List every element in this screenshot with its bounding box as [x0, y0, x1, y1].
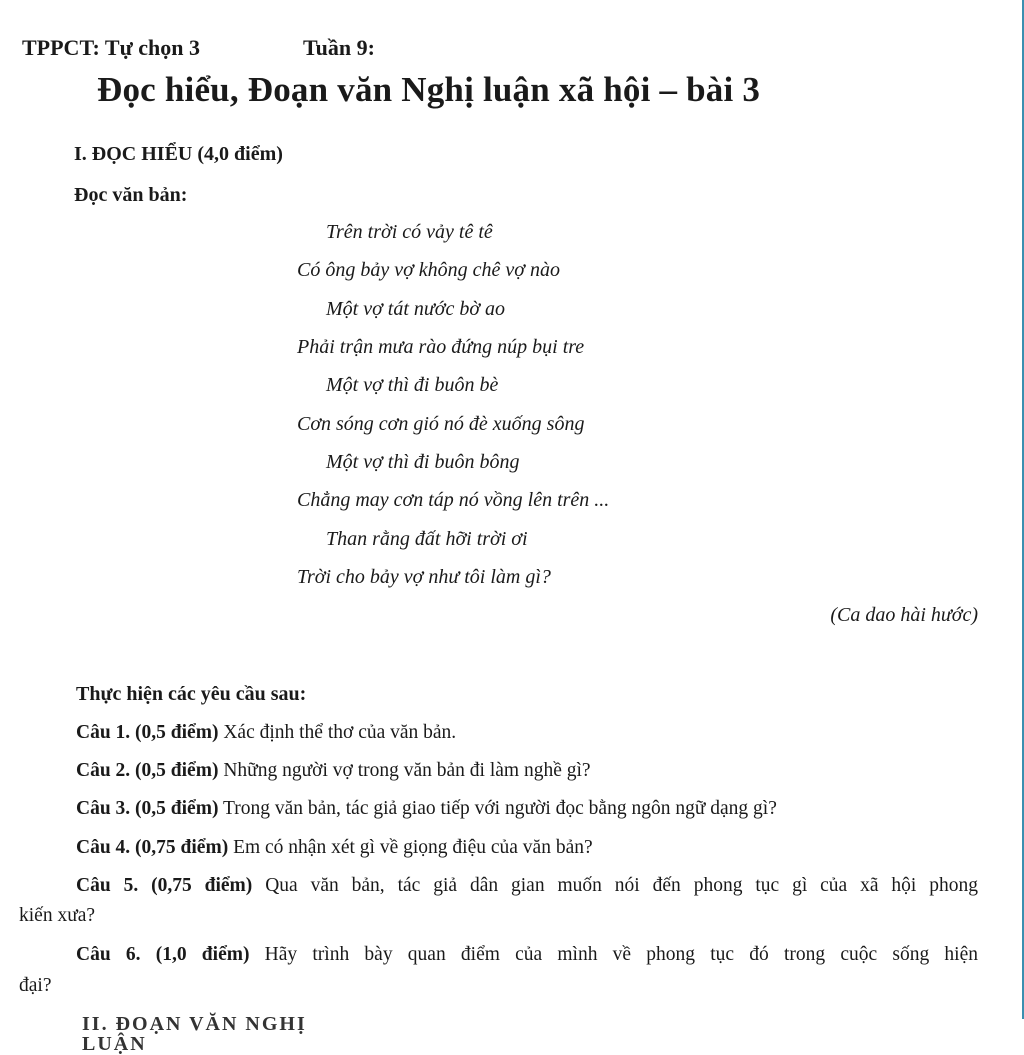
question-label: Câu 6. (1,0 điểm) [76, 944, 250, 965]
question-6 [76, 944, 978, 966]
question-text: Em có nhận xét gì về giọng điệu của văn bản? [228, 837, 593, 858]
question-label: Câu 3. (0,5 điểm) [76, 798, 219, 819]
header-week: Tuần 9: [303, 35, 375, 60]
poem-source: (Ca dao hài hước) [830, 604, 978, 626]
question-text: Những người vợ trong văn bản đi làm nghề gì? [218, 760, 591, 781]
poem-line: Than rằng đất hỡi trời ơi [326, 528, 528, 550]
question-text: Hãy trình bày quan điểm của mình về phong tục đó trong cuộc sống hiện [249, 944, 979, 965]
poem-line: Cơn sóng cơn gió nó đè xuống sông [297, 413, 585, 435]
page-title: Đọc hiểu, Đoạn văn Nghị luận xã hội – bài 3 [97, 70, 761, 109]
header-program: TPPCT: Tự chọn 3 [22, 35, 201, 60]
read-text-label: Đọc văn bản: [74, 184, 188, 206]
question-2 [76, 760, 591, 782]
section-heading-reading: I. ĐỌC HIỂU (4,0 điểm) [74, 143, 283, 165]
question-text: Trong văn bản, tác giả giao tiếp với người đọc bằng ngôn ngữ dạng gì? [218, 798, 777, 819]
question-text: Xác định thể thơ của văn bản. [218, 722, 457, 743]
poem-line: Một vợ tát nước bờ ao [326, 298, 506, 320]
question-label: Câu 1. (0,5 điểm) [76, 722, 219, 743]
question-4 [76, 837, 593, 859]
cut-off-section-heading [82, 1012, 322, 1055]
question-1 [76, 722, 456, 744]
poem-line: Một vợ thì đi buôn bè [326, 374, 499, 396]
poem-line: Trên trời có vảy tê tê [326, 221, 493, 243]
question-5-continued: kiến xưa? [19, 905, 96, 926]
question-6-continued: đại? [19, 975, 52, 996]
cut-off-text: II. ĐOẠN VĂN NGHỊ LUẬN [82, 1013, 307, 1055]
tasks-heading: Thực hiện các yêu cầu sau: [76, 683, 307, 705]
question-label: Câu 4. (0,75 điểm) [76, 837, 229, 858]
poem-line: Phải trận mưa rào đứng núp bụi tre [297, 336, 585, 358]
question-text: Qua văn bản, tác giả dân gian muốn nói đến phong tục gì của xã hội phong [252, 875, 978, 896]
question-5 [76, 875, 978, 897]
question-3 [76, 798, 777, 820]
poem-line: Chẳng may cơn táp nó vồng lên trên ... [297, 489, 610, 511]
poem-line: Một vợ thì đi buôn bông [326, 451, 520, 473]
question-label: Câu 5. (0,75 điểm) [76, 875, 253, 896]
poem-line: Có ông bảy vợ không chê vợ nào [297, 259, 560, 281]
poem-line: Trời cho bảy vợ như tôi làm gì? [297, 566, 551, 588]
question-label: Câu 2. (0,5 điểm) [76, 760, 219, 781]
